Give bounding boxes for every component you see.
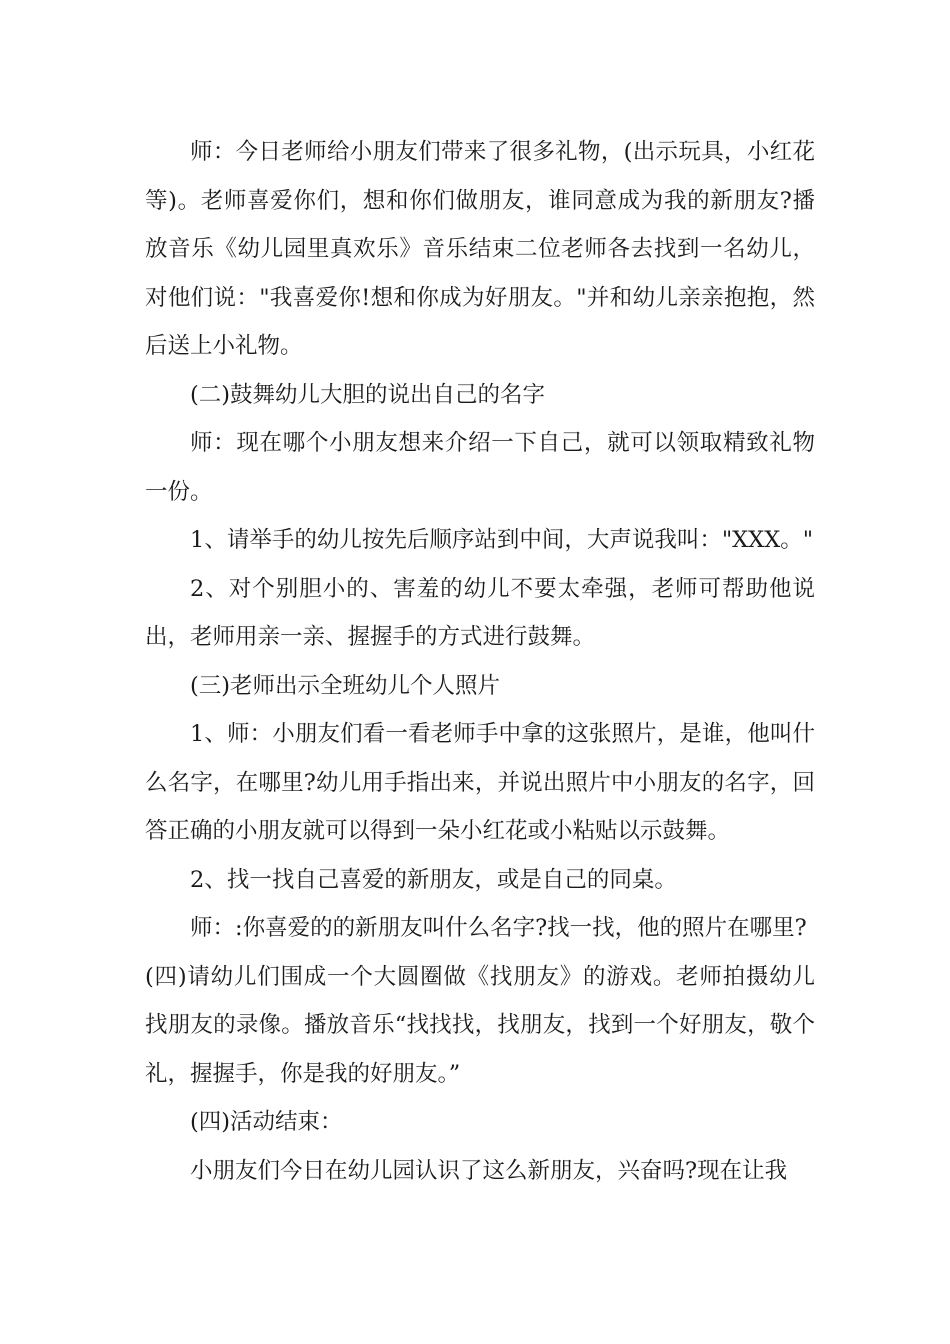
list-item-2: 2、对个别胆小的、害羞的幼儿不要太牵强，老师可帮助他说出，老师用亲一亲、握握手的方式进行鼓舞。 xyxy=(145,575,815,650)
section-heading-4-game: (四)请幼儿们围成一个大圆圈做《找朋友》的游戏。老师拍摄幼儿找朋友的录像。播放音乐“找找找，找朋友，找到一个好朋友，敬个礼，握握手，你是我的好朋友。” xyxy=(145,963,815,1087)
list-item-1: 1、请举手的幼儿按先后顺序站到中间，大声说我叫："XXX。" xyxy=(190,527,814,553)
paragraph-self-introduction: 师：现在哪个小朋友想来介绍一下自己，就可以领取精致礼物一份。 xyxy=(145,430,815,505)
section-heading-2: (二)鼓舞幼儿大胆的说出自己的名字 xyxy=(190,381,546,408)
paragraph-teacher-question: 师：:你喜爱的的新朋友叫什么名字?找一找，他的照片在哪里? xyxy=(190,915,807,941)
document-body xyxy=(145,128,815,1195)
paragraph-teacher-gifts: 师：今日老师给小朋友们带来了很多礼物，(出示玩具，小红花等)。老师喜爱你们，想和你们做朋友，谁同意成为我的新朋友?播放音乐《幼儿园里真欢乐》音乐结束二位老师各去找到一名幼儿，对他们说："我喜爱你!想和你成为好朋友。"并和幼儿亲亲抱抱，然后送上小礼物。 xyxy=(145,139,815,359)
paragraph-closing: 小朋友们今日在幼儿园认识了这么新朋友，兴奋吗?现在让我 xyxy=(190,1157,788,1184)
section-heading-3: (三)老师出示全班幼儿个人照片 xyxy=(190,672,501,699)
list-item-photo-1: 1、师：小朋友们看一看老师手中拿的这张照片，是谁，他叫什么名字，在哪里?幼儿用手指出来，并说出照片中小朋友的名字，回答正确的小朋友就可以得到一朵小红花或小粘贴以示鼓舞。 xyxy=(145,721,815,844)
section-heading-4-end: (四)活动结束： xyxy=(190,1109,343,1135)
list-item-photo-2: 2、找一找自己喜爱的新朋友，或是自己的同桌。 xyxy=(190,866,677,893)
